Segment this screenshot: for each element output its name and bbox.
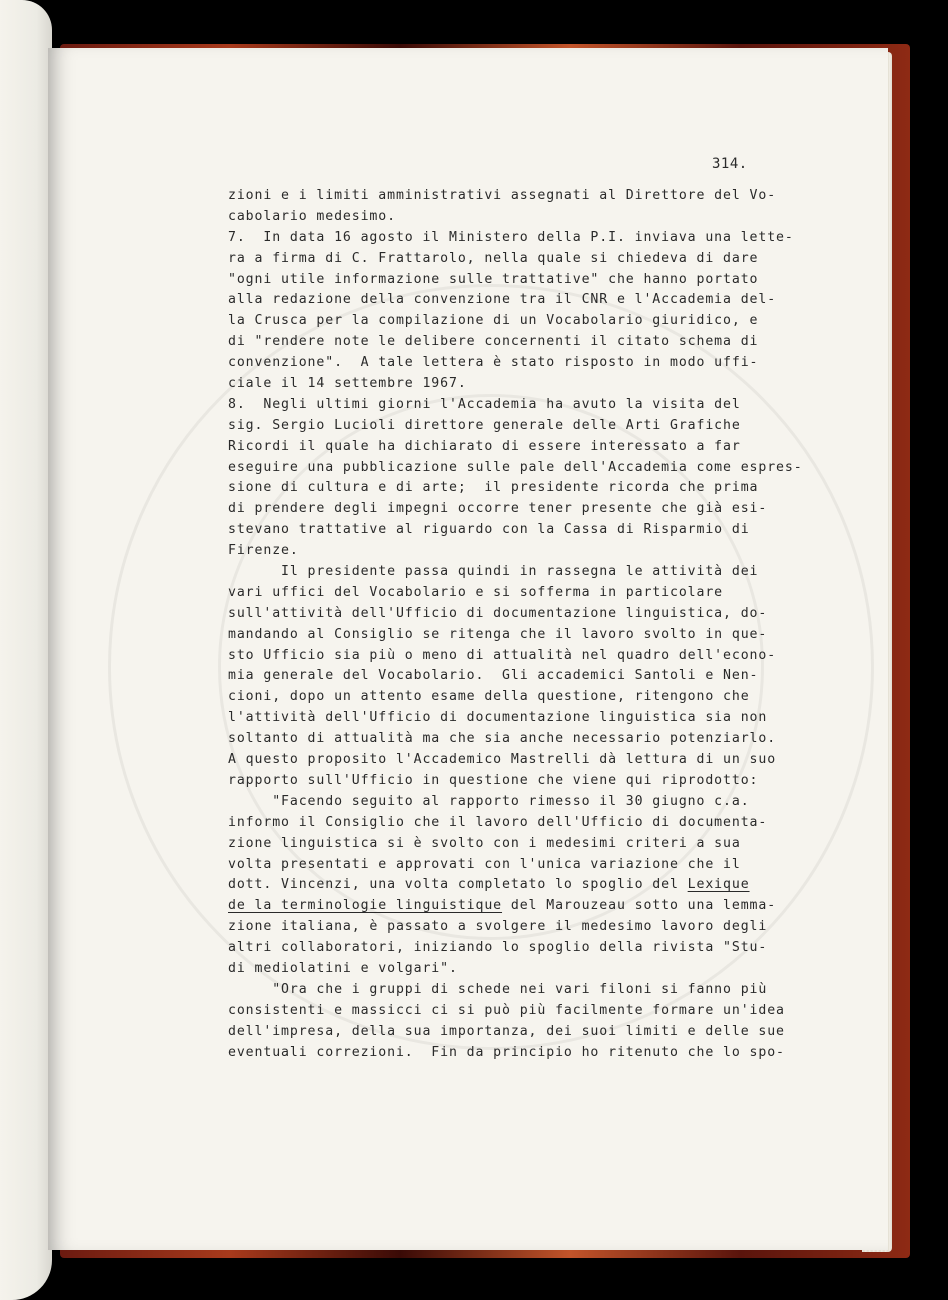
text-line: "Ora che i gruppi di schede nei vari filoni si fanno più bbox=[228, 981, 768, 997]
text-line: Il presidente passa quindi in rassegna le attività dei bbox=[228, 564, 759, 580]
underlined-title: Lexique bbox=[687, 877, 750, 893]
text-line: ra a firma di C. Frattarolo, nella quale si chiedeva di dare bbox=[228, 250, 759, 266]
text-line: alla redazione della convenzione tra il CNR e l'Accademia del- bbox=[228, 292, 777, 308]
text-line: l'attività dell'Ufficio di documentazione linguistica sia non bbox=[228, 710, 768, 726]
text-line: stevano trattative al riguardo con la Cassa di Risparmio di bbox=[228, 522, 750, 538]
text-line: cabolario medesimo. bbox=[228, 208, 396, 224]
text-line: Ricordi il quale ha dichiarato di essere interessato a far bbox=[228, 438, 741, 454]
text-line: 8. Negli ultimi giorni l'Accademia ha avuto la visita del bbox=[228, 396, 741, 412]
text-line: sto Ufficio sia più o meno di attualità nel quadro dell'econo- bbox=[228, 647, 777, 663]
body-text bbox=[228, 186, 848, 1063]
text-line: consistenti e massicci ci si può più facilmente formare un'idea bbox=[228, 1002, 785, 1018]
text-segment: del Marouzeau sotto una lemma- bbox=[502, 898, 777, 914]
text-line: eventuali correzioni. Fin da principio ho ritenuto che lo spo- bbox=[228, 1044, 785, 1060]
text-segment: dott. Vincenzi, una volta completato lo spoglio del bbox=[228, 877, 688, 893]
text-line: di "rendere note le delibere concernenti il citato schema di bbox=[228, 334, 759, 350]
text-line: eseguire una pubblicazione sulle pale dell'Accademia come espres- bbox=[228, 459, 803, 475]
text-line: soltanto di attualità ma che sia anche necessario potenziarlo. bbox=[228, 731, 777, 747]
text-line: sig. Sergio Lucioli direttore generale delle Arti Grafiche bbox=[228, 417, 741, 433]
text-line: sull'attività dell'Ufficio di documentazione linguistica, do- bbox=[228, 605, 768, 621]
text-line: dell'impresa, della sua importanza, dei suoi limiti e delle sue bbox=[228, 1023, 785, 1039]
text-line: "ogni utile informazione sulle trattative" che hanno portato bbox=[228, 271, 759, 287]
page-number: 314. bbox=[712, 156, 748, 172]
text-line: rapporto sull'Ufficio in questione che viene qui riprodotto: bbox=[228, 772, 759, 788]
text-line: zione linguistica si è svolto con i medesimi criteri a sua bbox=[228, 835, 741, 851]
text-line bbox=[228, 875, 848, 896]
text-line: zione italiana, è passato a svolgere il medesimo lavoro degli bbox=[228, 919, 768, 935]
text-line: informo il Consiglio che il lavoro dell'Ufficio di documenta- bbox=[228, 814, 768, 830]
underlined-title: de la terminologie linguistique bbox=[228, 898, 503, 914]
text-line: cioni, dopo un attento esame della questione, ritengono che bbox=[228, 689, 750, 705]
text-line: volta presentati e approvati con l'unica variazione che il bbox=[228, 856, 741, 872]
text-line: vari uffici del Vocabolario e si sofferma in particolare bbox=[228, 584, 724, 600]
document-page bbox=[48, 48, 888, 1250]
text-line: zioni e i limiti amministrativi assegnati al Direttore del Vo- bbox=[228, 188, 777, 203]
text-line: la Crusca per la compilazione di un Vocabolario giuridico, e bbox=[228, 313, 759, 329]
text-line: mandando al Consiglio se ritenga che il lavoro svolto in que- bbox=[228, 626, 768, 642]
text-line: "Facendo seguito al rapporto rimesso il 30 giugno c.a. bbox=[228, 793, 750, 809]
text-line: di mediolatini e volgari". bbox=[228, 960, 458, 976]
text-line: mia generale del Vocabolario. Gli accademici Santoli e Nen- bbox=[228, 668, 759, 684]
text-line: 7. In data 16 agosto il Ministero della P.I. inviava una lette- bbox=[228, 229, 794, 245]
text-line: sione di cultura e di arte; il presidente ricorda che prima bbox=[228, 480, 759, 496]
text-line: A questo proposito l'Accademico Mastrelli dà lettura di un suo bbox=[228, 752, 777, 768]
text-line: Firenze. bbox=[228, 543, 299, 559]
text-line: ciale il 14 settembre 1967. bbox=[228, 376, 467, 392]
text-line: convenzione". A tale lettera è stato risposto in modo uffi- bbox=[228, 355, 759, 371]
text-line: altri collaboratori, iniziando lo spoglio della rivista "Stu- bbox=[228, 940, 768, 956]
text-line bbox=[228, 896, 848, 917]
text-line: di prendere degli impegni occorre tener presente che già esi- bbox=[228, 501, 768, 517]
previous-page-curl bbox=[0, 0, 52, 1300]
